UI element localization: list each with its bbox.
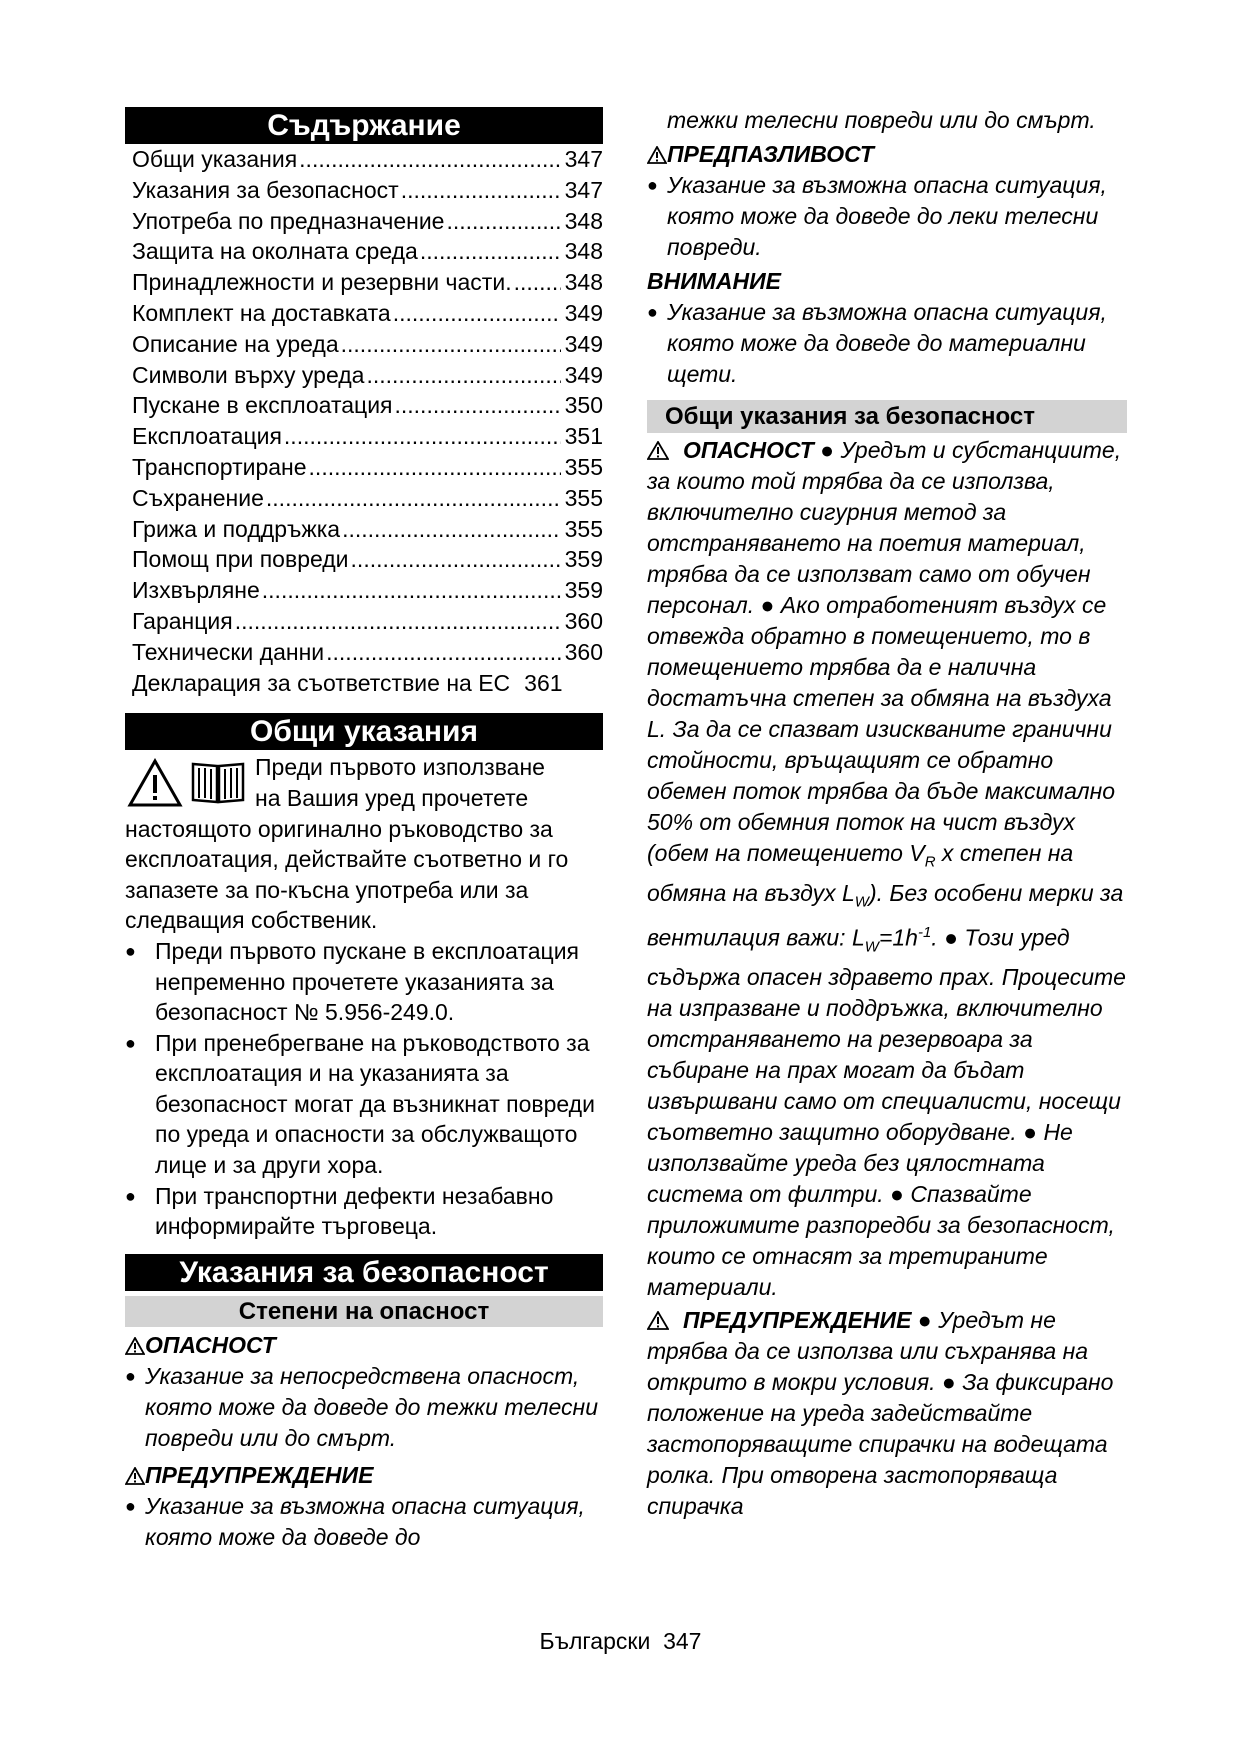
general-safety-warning: ПРЕДУПРЕЖДЕНИЕ ● Уредът не трябва да се използва или съхранява на открито в мокри условия. ● За фиксирано положение на уреда задействайте застопоряващите спирачки на водещата ролка. При отворена застопоряваща спирачка xyxy=(647,1307,1114,1520)
toc-entry[interactable]: Технически данни ..... 360 xyxy=(132,637,603,668)
list-item: ● Преди първото пускане в експлоатация непременно прочетете указанията за безопасност № 5.956-249.0. xyxy=(125,936,603,1028)
page-number: 347 xyxy=(663,1628,702,1654)
list-item: ● При транспортни дефекти незабавно информирайте търговеца. xyxy=(125,1181,603,1242)
toc-entry[interactable]: Общи указания ..... 347 xyxy=(132,144,603,175)
general-safety-danger: ОПАСНОСТ ● Уредът и субстанциите, за които той трябва да се използва, включително сигурния метод за отстраняването на поетия материал, трябва да се използват само от обучен персонал. ● Ако отработеният въздух се отвежда обратно в помещението, то в помещението трябва да е налична достатъчна степен за обмяна на въздуха L. За да се спазват изискваните гранични стойности, връщащият се обратно обемен поток трябва да бъде максимално 50% от обемния поток на чист въздух (обем на помещението $V_R$ х степен на обмяна на въздух $L_W$). Без особени мерки за вентилация важи: $L_W=1h^{-1}$. ● Този уред съдържа опасен здравето прах. Процесите на изпразване и поддръжка, включително отстраняването на резервоара за събиране на прах могат да бъдат извършвани само от специалисти, носещи съответно защитно оборудване. ● Не използвайте уреда без цялостната система от филтри. ● Спазвайте приложимите разпоредби за безопасност, които се отнасят за третираните материали. xyxy=(647,437,1126,1301)
warning-triangle-icon xyxy=(647,441,669,460)
hazard-levels-title: Степени на опасност xyxy=(125,1296,603,1327)
warning-heading: ПРЕДУПРЕЖДЕНИЕ xyxy=(125,1460,603,1491)
toc-entry[interactable]: Описание на уреда ..... 349 xyxy=(132,329,603,360)
toc-entry[interactable]: Употреба по предназначение ..... 348 xyxy=(132,206,603,237)
intro-line-1: Преди първото използване xyxy=(255,754,545,781)
toc-entry[interactable]: Изхвърляне ..... 359 xyxy=(132,575,603,606)
right-column xyxy=(647,107,1127,1522)
danger-text: ● Указание за непосредствена опасност, която може да доведе до тежки телесни повреди или до смърт. xyxy=(125,1362,598,1451)
intro-line-2: на Вашия уред прочетете xyxy=(255,784,529,811)
toc-entry[interactable]: Транспортиране ..... 355 xyxy=(132,452,603,483)
list-item: ● При пренебрегване на ръководството за експлоатация и на указанията за безопасност могат да възникнат повреди по уреда и опасности за обслужващото лице и за други хора. xyxy=(125,1028,603,1181)
general-bullets xyxy=(125,936,603,1242)
danger-heading: ОПАСНОСТ xyxy=(125,1330,603,1361)
toc-entry[interactable]: Комплект на доставката ..... 349 xyxy=(132,298,603,329)
toc-list xyxy=(125,144,603,698)
caution-text: ● Указание за възможна опасна ситуация, която може да доведе до леки телесни повреди. xyxy=(647,172,1107,260)
safety-title: Указания за безопасност xyxy=(125,1254,603,1291)
toc-entry[interactable]: Принадлежности и резервни части. ..... 348 xyxy=(132,267,603,298)
toc-entry[interactable]: Пускане в експлоатация ..... 350 xyxy=(132,390,603,421)
general-safety-title: Общи указания за безопасност xyxy=(647,400,1127,433)
intro-rest: настоящото оригинално ръководство за експлоатация, действайте съответно и го запазете за по-късна употреба или за следващия собственик. xyxy=(125,815,569,934)
toc-entry[interactable]: Гаранция ..... 360 xyxy=(132,606,603,637)
warning-triangle-icon xyxy=(127,758,183,808)
toc-entry[interactable]: Защита на околната среда ..... 348 xyxy=(132,236,603,267)
left-column xyxy=(125,107,603,1553)
caution-heading: ПРЕДПАЗЛИВОСТ xyxy=(647,139,1127,170)
toc-entry[interactable]: Съхранение ..... 355 xyxy=(132,483,603,514)
warning-triangle-icon xyxy=(647,1311,669,1330)
toc-entry[interactable]: Указания за безопасност ..... 347 xyxy=(132,175,603,206)
warning-triangle-icon xyxy=(647,146,667,164)
warning-triangle-icon xyxy=(125,1467,145,1485)
toc-entry[interactable]: Експлоатация ..... 351 xyxy=(132,421,603,452)
page-footer xyxy=(0,1628,1241,1655)
toc-entry[interactable]: Грижа и поддръжка ..... 355 xyxy=(132,514,603,545)
footer-language: Български xyxy=(539,1628,651,1654)
manual-book-icon xyxy=(189,756,247,806)
warning-triangle-icon xyxy=(125,1337,145,1355)
general-intro xyxy=(125,752,603,936)
warning-text: ● Указание за възможна опасна ситуация, която може да доведе до xyxy=(125,1492,585,1550)
safety-read-icons xyxy=(125,752,255,812)
toc-entry[interactable]: Помощ при повреди ..... 359 xyxy=(132,544,603,575)
attention-heading: ВНИМАНИЕ xyxy=(647,268,782,294)
toc-entry[interactable]: Символи върху уреда ..... 349 xyxy=(132,360,603,391)
general-title: Общи указания xyxy=(125,713,603,750)
toc-entry[interactable]: Декларация за съответствие на ЕС 361 xyxy=(132,669,563,696)
toc-title: Съдържание xyxy=(125,107,603,144)
warning-text-continued: тежки телесни повреди или до смърт. xyxy=(667,107,1096,133)
attention-text: ● Указание за възможна опасна ситуация, която може да доведе до материални щети. xyxy=(647,299,1107,387)
